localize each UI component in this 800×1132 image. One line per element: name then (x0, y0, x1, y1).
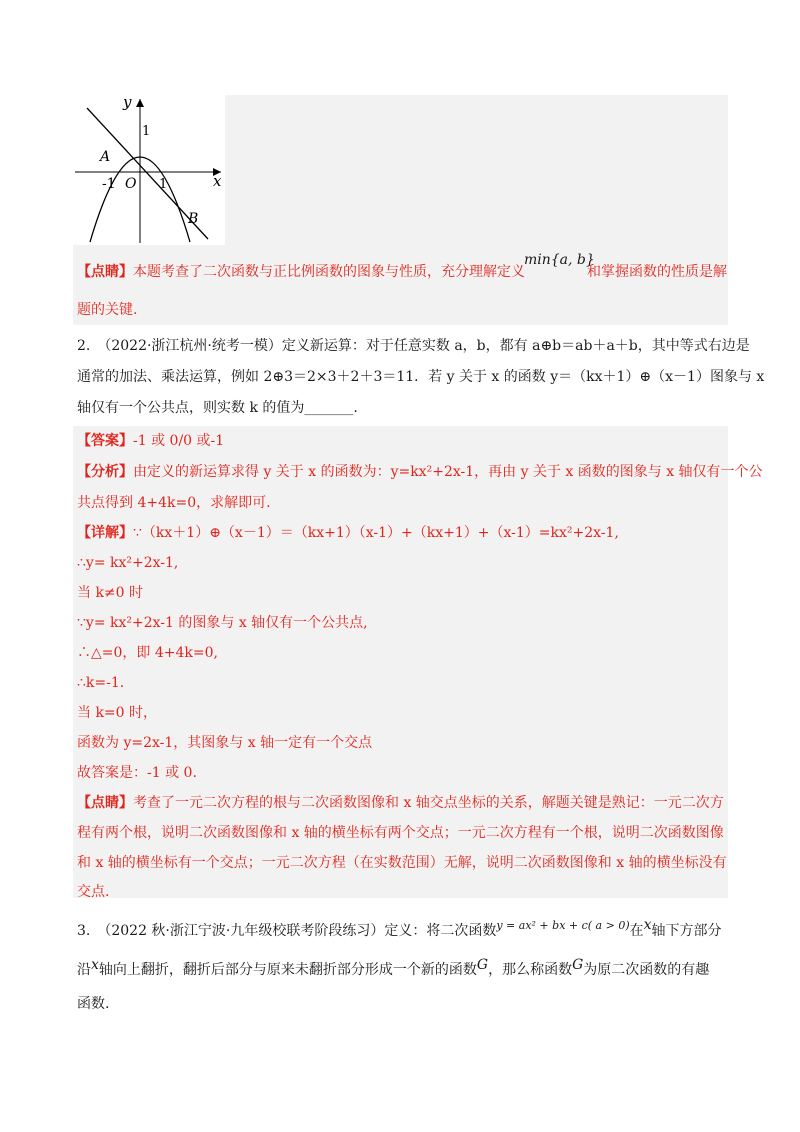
detail-line7: 当 k=0 时， (77, 705, 158, 721)
q3-line1 (77, 917, 725, 942)
detail-line5: ∴△=0，即 4+4k=0, (77, 645, 218, 661)
detail-tag: 【详解】 (77, 525, 133, 541)
q3-var-x2: x (91, 957, 99, 973)
dianjing1-line2: 题的关键. (77, 302, 138, 318)
analysis-line2: 共点得到 4+4k=0，求解即可. (77, 495, 271, 511)
min-expression: min{a, b} (524, 252, 595, 268)
dianjing2-line1 (77, 793, 725, 813)
q2-line3: 轴仅有一个公共点，则实数 k 的值为_______. (77, 400, 358, 416)
dianjing1-line1 (77, 262, 725, 282)
q3-var-G1: G (476, 957, 489, 973)
detail-line9: 故答案是：-1 或 0. (77, 765, 197, 781)
q2-line1: 2. （2022·浙江杭州·统考一模）定义新运算：对于任意实数 a，b，都有 a⊕b＝ab＋a＋b，其中等式右边是 (77, 338, 750, 354)
q3-text2a: 沿 (77, 962, 91, 978)
label-y: y (123, 95, 132, 111)
answer-line (77, 431, 725, 451)
graph-svg (73, 95, 225, 245)
label-x: x (213, 172, 222, 190)
detail-text1: ∵（kx＋1）⊕（x－1）＝（kx+1）（x-1）+（kx+1）+（x-1）=kx²+2x-1, (133, 525, 619, 541)
analysis-tag: 【分析】 (77, 464, 133, 480)
q3-formula: y = ax² + bx + c( a > 0) (496, 919, 630, 932)
q3-text1a: 3. （2022 秋·浙江宁波·九年级校联考阶段练习）定义：将二次函数 (77, 923, 497, 939)
answer-text: -1 或 0/0 或-1 (133, 433, 225, 449)
q3-text2d: 为原二次函数的有趣 (583, 962, 710, 978)
q3-line2 (77, 957, 725, 980)
answer-tag: 【答案】 (77, 433, 133, 449)
label-one-top: 1 (142, 124, 151, 139)
detail-line4: ∵y= kx²+2x-1 的图象与 x 轴仅有一个公共点, (77, 615, 368, 631)
label-one-right: 1 (159, 177, 168, 192)
label-O: O (125, 176, 137, 192)
q3-text2b: 轴向上翻折，翻折后部分与原来未翻折部分形成一个新的函数 (98, 962, 477, 978)
analysis-line1 (77, 462, 763, 482)
y-axis-arrow (136, 99, 144, 107)
dianjing2-tag: 【点睛】 (77, 795, 133, 811)
detail-line1 (77, 523, 725, 543)
dianjing1-text-b: 和掌握函数的性质是解 (587, 264, 727, 280)
label-neg-one: -1 (102, 176, 116, 192)
dianjing2-line4: 交点. (77, 884, 110, 900)
q3-text2c: ，那么称函数 (488, 962, 573, 978)
q3-var-x1: x (643, 917, 652, 933)
analysis-text1: 由定义的新运算求得 y 关于 x 的函数为：y=kx²+2x-1，再由 y 关于 x 函数的图象与 x 轴仅有一个公 (133, 464, 763, 480)
detail-line6: ∴k=-1. (77, 675, 125, 691)
dianjing1-text-a: 本题考查了二次函数与正比例函数的图象与性质，充分理解定义 (133, 264, 525, 280)
detail-line3: 当 k≠0 时 (77, 585, 144, 601)
function-graph-figure (73, 95, 225, 245)
dianjing2-line3: 和 x 轴的横坐标有一个交点；一元二次方程（在实数范围）无解，说明二次函数图像和 x 轴的横坐标没有 (77, 855, 727, 871)
q3-line3: 函数. (77, 996, 110, 1012)
detail-line2: ∴y= kx²+2x-1, (77, 555, 179, 571)
q3-text1b: 在 (629, 923, 644, 939)
dianjing1-tag: 【点睛】 (77, 264, 133, 280)
detail-line8: 函数为 y=2x-1，其图象与 x 轴一定有一个交点 (77, 735, 373, 751)
label-B: B (188, 211, 199, 227)
dianjing2-line2: 程有两个根，说明二次函数图像和 x 轴的横坐标有两个交点；一元二次方程有一个根，说明二次函数图像 (77, 825, 724, 841)
q3-text1c: 轴下方部分 (651, 923, 722, 939)
label-A: A (100, 149, 111, 165)
q3-var-G2: G (572, 957, 584, 973)
q2-line2: 通常的加法、乘法运算，例如 2⊕3＝2×3＋2＋3＝11．若 y 关于 x 的函数 y＝（kx＋1）⊕（x－1）图象与 x (77, 369, 765, 385)
dianjing2-text1: 考查了一元二次方程的根与二次函数图像和 x 轴交点坐标的关系，解题关键是熟记：一元二次方 (133, 795, 724, 811)
